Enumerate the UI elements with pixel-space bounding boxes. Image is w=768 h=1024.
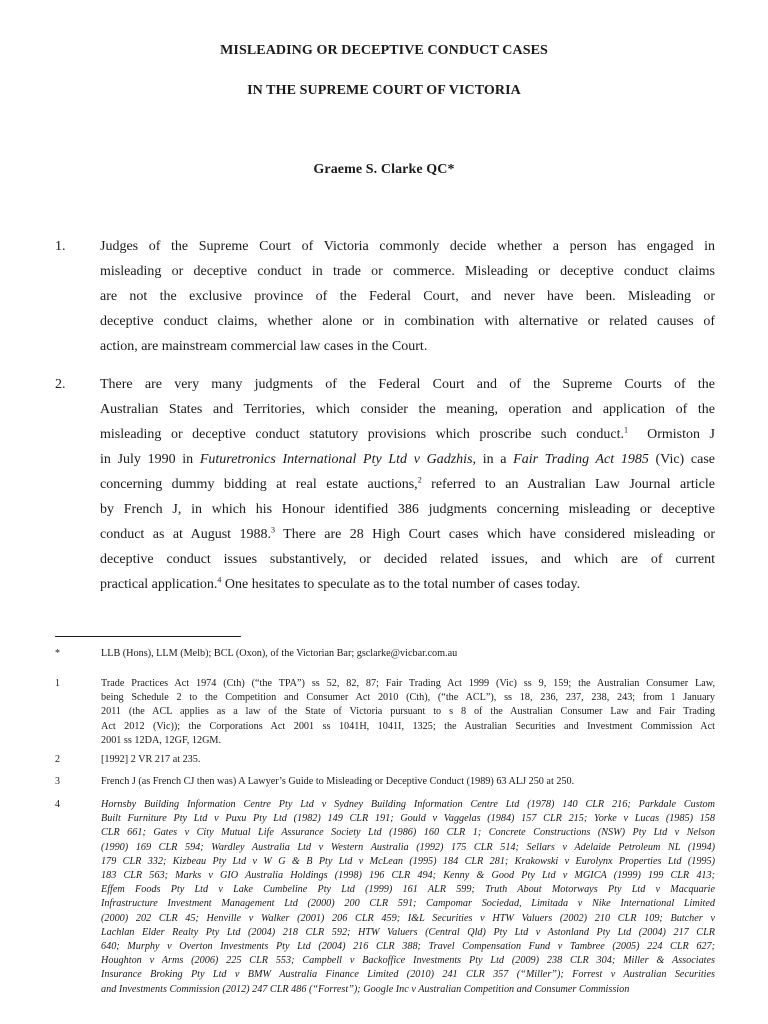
footnote-line: 179 CLR 332; Kizbeau Pty Ltd v W G & B Pty Ltd v McLean (1995) 184 CLR 281; Krakowski v Eurolynx Properties Ltd (1995) bbox=[101, 855, 715, 867]
author-name: Graeme S. Clarke QC* bbox=[313, 162, 455, 177]
footnote-3 bbox=[55, 775, 715, 789]
footnote-line: (1990) 169 CLR 594; Wardley Australia Ltd v Western Australia (1992) 175 CLR 514; Sellars v Adelaide Petroleum NL (1994) bbox=[101, 841, 715, 853]
footnote-line: 640; Murphy v Overton Investments Pty Ltd (2004) 216 CLR 388; Travel Compensation Fund v Tambree (2005) 224 CLR 627; bbox=[101, 941, 715, 953]
footnote-ref-4[interactable]: 4 bbox=[217, 575, 222, 585]
footnote-mark: 1 bbox=[55, 678, 60, 689]
footnote-line: 183 CLR 563; Marks v GIO Australia Holdings (1998) 196 CLR 494; Kenny & Good Pty Ltd v MGICA (1999) 199 CLR 413; bbox=[101, 870, 715, 882]
footnote-line: Lachlan Elder Realty Pty Ltd (2004) 218 CLR 592; HTW Valuers (Central Qld) Pty Ltd v Astonland Pty Ltd (2004) 217 CLR bbox=[101, 926, 715, 938]
footnote-mark: 3 bbox=[55, 776, 60, 787]
paragraph-line: misleading or deceptive conduct statutory provisions which proscribe such conduct.$^1$ Ormiston J bbox=[100, 425, 716, 442]
footnote-line: LLB (Hons), LLM (Melb); BCL (Oxon), of the Victorian Bar; gsclarke@vicbar.com.au bbox=[101, 648, 458, 659]
paragraph-line: action, are mainstream commercial law cases in the Court. bbox=[100, 339, 428, 354]
footnote-mark: * bbox=[55, 648, 60, 659]
paragraph-line: concerning dummy bidding at real estate auctions,$^2$ referred to an Australian Law Journal article bbox=[100, 475, 715, 492]
footnote-line: CLR 661; Gates v City Mutual Life Assurance Society Ltd (1986) 160 CLR 1; Concrete Constructions (NSW) Pty Ltd v Nelson bbox=[101, 827, 715, 839]
footnote-line: and Investments Commission (2012) 247 CLR 486 (“Forrest”); Google Inc v Australian Competition and Consumer Commission bbox=[101, 983, 630, 995]
paragraph-1 bbox=[55, 234, 715, 359]
footnote-line: Hornsby Building Information Centre Pty Ltd v Sydney Building Information Centre Ltd (1978) 140 CLR 216; Parkdale Custom bbox=[101, 799, 715, 810]
footnote-mark: 4 bbox=[55, 799, 60, 810]
paragraph-line: Australian States and Territories, which consider the meaning, operation and application of the bbox=[100, 402, 715, 417]
paragraph-line: are not the exclusive province of the Federal Court, and never have been. Misleading or bbox=[100, 289, 715, 304]
footnote-2 bbox=[55, 753, 715, 767]
footnote-line: (2000) 202 CLR 45; Henville v Walker (2001) 206 CLR 459; I&L Securities v HTW Valuers (2002) 210 CLR 109; Butcher v bbox=[101, 912, 715, 924]
paragraph-line: misleading or deceptive conduct in trade or commerce. Misleading or deceptive conduct claims bbox=[100, 264, 715, 279]
paragraph-number: 1. bbox=[55, 239, 66, 254]
paragraph-line: practical application.$^4$ One hesitates to speculate as to the total number of cases today. bbox=[100, 575, 581, 592]
footnote-line: Trade Practices Act 1974 (Cth) (“the TPA”) ss 52, 82, 87; Fair Trading Act 1999 (Vic) ss 9, 159; the Australian Consumer Law, bbox=[101, 678, 715, 689]
paragraph-line: in July 1990 in Futuretronics International Pty Ltd v Gadzhis, in a Fair Trading Act 1985 (Vic) case bbox=[100, 452, 715, 467]
footnote-line: Insurance Broking Pty Ltd v BMW Australia Finance Limited (2010) 241 CLR 357 (“Miller”); Forrest v Australian Securities bbox=[101, 969, 715, 981]
paragraph-line: deceptive conduct issues substantively, or decided related issues, and which are of current bbox=[100, 552, 715, 567]
paragraph-number: 2. bbox=[55, 377, 66, 392]
footnote-line: 2011 (the ACL applies as a law of the State of Victoria pursuant to s 8 of the Australian Consumer Law and Fair Trading bbox=[101, 706, 715, 718]
footnote-line: Infrastructure Investment Management Ltd (2000) 200 CLR 591; Campomar Sociedad, Limitada v Nike International Limited bbox=[101, 898, 715, 910]
footnote-line: Houghton v Arms (2006) 225 CLR 553; Campbell v Backoffice Investments Pty Ltd (2009) 238 CLR 304; Miller & Associates bbox=[101, 955, 715, 967]
footnote-1 bbox=[55, 677, 715, 748]
footnote-line: Effem Foods Pty Ltd v Lake Cumbeline Pty Ltd (1999) 161 ALR 599; Truth About Motorways Pty Ltd v Macquarie bbox=[101, 884, 715, 896]
footnote-4 bbox=[55, 798, 715, 997]
footnote-line: Built Furniture Pty Ltd v Puxu Pty Ltd (1982) 149 CLR 191; Gould v Vaggelas (1984) 157 CLR 215; Yorke v Lucas (1985) 158 bbox=[101, 813, 715, 825]
footnote-ref-2[interactable]: 2 bbox=[417, 475, 422, 485]
document-title-line-2: IN THE SUPREME COURT OF VICTORIA bbox=[247, 83, 521, 98]
footnote-line: [1992] 2 VR 217 at 235. bbox=[101, 754, 201, 765]
paragraph-2 bbox=[55, 372, 715, 597]
paragraph-line: deceptive conduct claims, whether alone or in combination with alternative or related causes of bbox=[100, 314, 715, 329]
footnote-line: 2001 ss 12DA, 12GF, 12GM. bbox=[101, 734, 222, 746]
paragraph-line: conduct as at August 1988.$^3$ There are 28 High Court cases which have considered misleading or bbox=[100, 525, 715, 542]
footnote-line: being Schedule 2 to the Competition and Consumer Act 2010 (Cth), (“the ACL”), ss 18, 236, 237, 238, 243; from 1 January bbox=[101, 692, 715, 704]
footnote-line: French J (as French CJ then was) A Lawyer’s Guide to Misleading or Deceptive Conduct (1989) 63 ALJ 250 at 250. bbox=[101, 776, 575, 787]
paragraph-line: by French J, in which his Honour identified 386 judgments concerning misleading or deceptive bbox=[100, 502, 715, 517]
footnote-author bbox=[55, 647, 715, 661]
paragraph-line: Judges of the Supreme Court of Victoria commonly decide whether a person has engaged in bbox=[100, 239, 715, 254]
footnote-ref-1[interactable]: 1 bbox=[624, 425, 629, 435]
footnote-separator bbox=[55, 636, 241, 637]
document-title-line-1: MISLEADING OR DECEPTIVE CONDUCT CASES bbox=[220, 43, 548, 58]
footnote-line: Act 2012 (Vic)); the Corporations Act 2001 ss 1041H, 1041I, 1325; the Australian Securities and Investment Commission Act bbox=[101, 720, 715, 732]
footnote-ref-3[interactable]: 3 bbox=[270, 525, 275, 535]
footnote-mark: 2 bbox=[55, 754, 60, 765]
paragraph-line: There are very many judgments of the Federal Court and of the Supreme Courts of the bbox=[100, 377, 715, 392]
